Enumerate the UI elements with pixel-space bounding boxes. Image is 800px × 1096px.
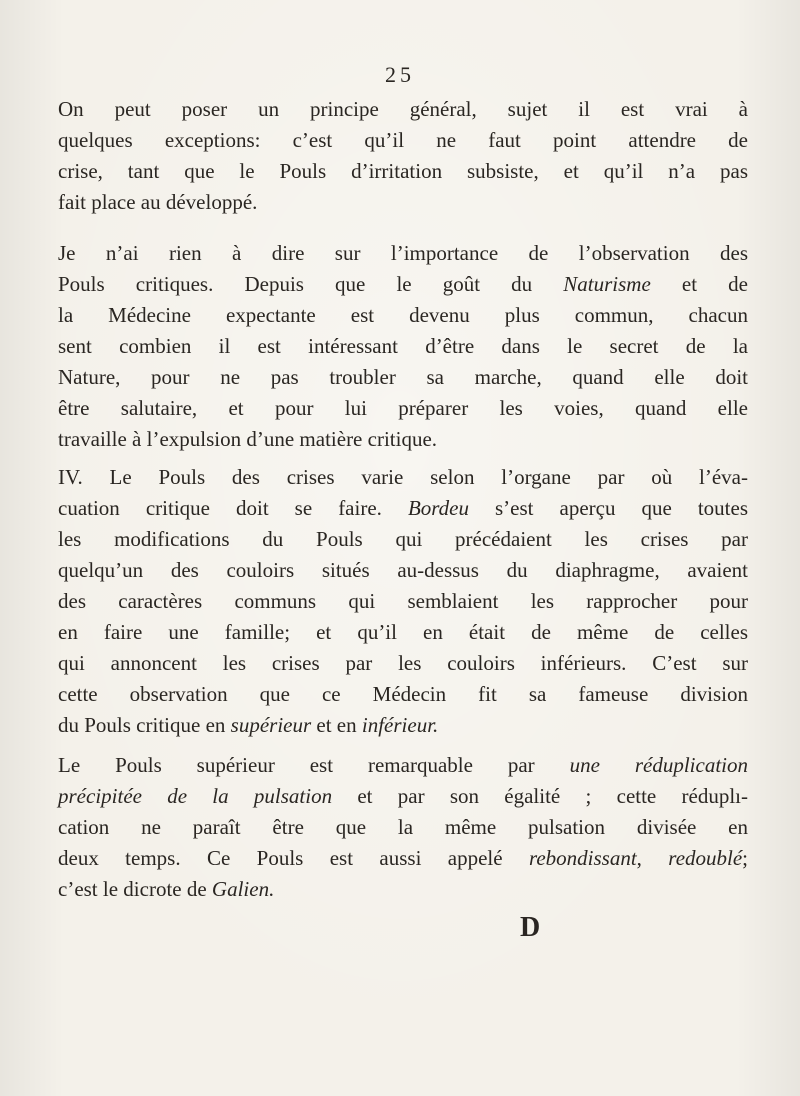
text-segment: ; — [742, 846, 749, 870]
text-segment: et par son égalité ; cette réduplı- — [332, 784, 748, 808]
paragraph-critical-pulse-importance — [58, 238, 748, 455]
paragraph-superior-pulse — [58, 750, 748, 905]
italic-text: inférieur. — [361, 713, 439, 737]
text-segment: fait place au développé. — [58, 190, 258, 214]
text-line — [58, 424, 748, 455]
text-line — [58, 94, 748, 125]
text-segment: Je n’ai rien à dire sur l’importance de l’observation des — [58, 241, 748, 265]
text-line — [58, 125, 748, 156]
text-line — [58, 874, 748, 905]
text-segment: qui annoncent les crises par les couloirs inférieurs. C’est sur — [58, 651, 748, 675]
text-segment: la Médecine expectante est devenu plus commun, chacun — [58, 303, 748, 327]
italic-text: Bordeu — [407, 496, 469, 520]
text-line — [58, 812, 748, 843]
italic-text: Naturisme — [563, 272, 651, 296]
text-segment: et de — [650, 272, 748, 296]
italic-text: supérieur — [230, 713, 312, 737]
text-segment: crise, tant que le Pouls d’irritation subsiste, et qu’il n’a pas — [58, 159, 748, 183]
text-line — [58, 617, 748, 648]
text-segment: cation ne paraît être que la même pulsation divisée en — [58, 815, 748, 839]
text-segment: c’est le dicrote de — [58, 877, 212, 901]
paragraph-principle — [58, 94, 748, 218]
text-line — [58, 843, 748, 874]
text-segment: et en — [311, 713, 362, 737]
italic-text: rebondissant — [528, 846, 637, 870]
italic-text: précipitée de la pulsation — [58, 784, 333, 808]
text-line — [58, 781, 748, 812]
text-segment: cette observation que ce Médecin fit sa fameuse division — [58, 682, 748, 706]
italic-text: une réduplication — [569, 753, 748, 777]
paragraph-section-iv — [58, 462, 748, 741]
text-line — [58, 710, 748, 741]
italic-text: redoublé — [668, 846, 743, 870]
text-segment: des caractères communs qui semblaient les rapprocher pour — [58, 589, 748, 613]
text-line — [58, 493, 748, 524]
text-line — [58, 586, 748, 617]
text-segment: les modifications du Pouls qui précédaient les crises par — [58, 527, 748, 551]
text-segment: Le Pouls supérieur est remarquable par — [58, 753, 570, 777]
text-segment: quelqu’un des couloirs situés au-dessus du diaphragme, avaient — [58, 558, 748, 582]
text-line — [58, 156, 748, 187]
text-segment: , — [636, 846, 669, 870]
text-segment: Nature, pour ne pas troubler sa marche, quand elle doit — [58, 365, 748, 389]
text-line — [58, 524, 748, 555]
text-line — [58, 187, 748, 218]
text-segment: Pouls critiques. Depuis que le goût du — [58, 272, 564, 296]
text-segment: s’est aperçu que toutes — [468, 496, 748, 520]
text-segment: être salutaire, et pour lui préparer les voies, quand elle — [58, 396, 748, 420]
text-segment: cuation critique doit se faire. — [58, 496, 408, 520]
text-line — [58, 555, 748, 586]
text-segment: du Pouls critique en — [58, 713, 231, 737]
text-line — [58, 331, 748, 362]
text-line — [58, 362, 748, 393]
catchword: D — [520, 912, 541, 943]
text-line — [58, 300, 748, 331]
text-line — [58, 238, 748, 269]
text-line — [58, 269, 748, 300]
text-line — [58, 750, 748, 781]
text-segment: en faire une famille; et qu’il en était de même de celles — [58, 620, 748, 644]
text-line — [58, 393, 748, 424]
text-segment: deux temps. Ce Pouls est aussi appelé — [58, 846, 529, 870]
text-segment: On peut poser un principe général, sujet il est vrai à — [58, 97, 748, 121]
text-segment: travaille à l’expulsion d’une matière critique. — [58, 427, 438, 451]
text-segment: IV. Le Pouls des crises varie selon l’organe par où l’éva- — [58, 465, 748, 489]
italic-text: Galien. — [211, 877, 275, 901]
text-line — [58, 648, 748, 679]
text-line — [58, 679, 748, 710]
text-line — [58, 462, 748, 493]
page-number: 25 — [385, 62, 415, 87]
text-segment: sent combien il est intéressant d’être dans le secret de la — [58, 334, 748, 358]
text-segment: quelques exceptions: c’est qu’il ne faut point attendre de — [58, 128, 748, 152]
